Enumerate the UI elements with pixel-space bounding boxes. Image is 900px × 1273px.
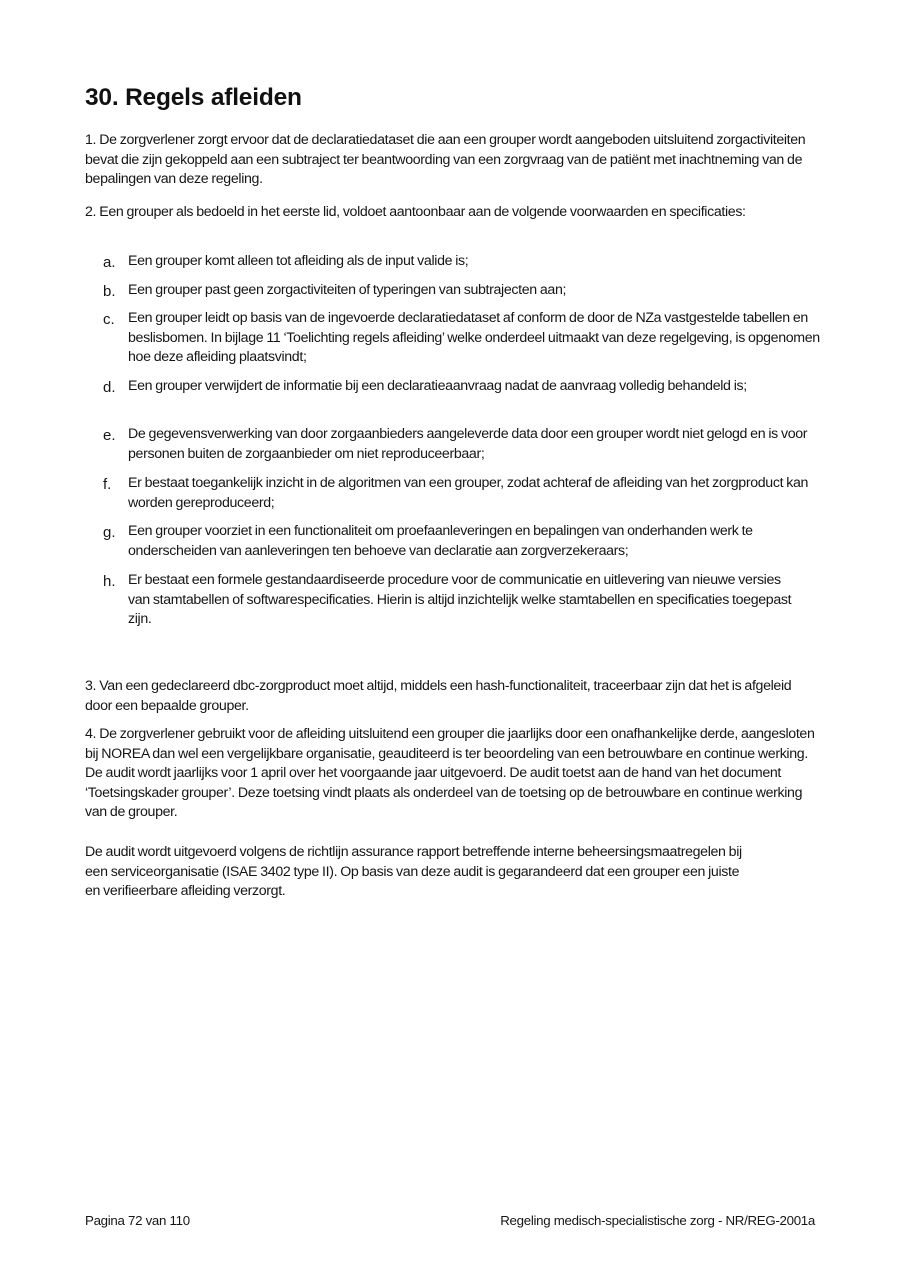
list-marker: d. [103, 379, 116, 396]
list-item-text: Een grouper leidt op basis van de ingevoerde declaratiedataset af conform de door de NZa vastgestelde tabellen en beslisbomen. In bijlage 11 ‘Toelichting regels afleiding’ welke onderdeel uitmaakt van deze regelgeving, is opgenomen hoe deze afleiding plaatsvindt; [128, 310, 820, 365]
list-item-text: Er bestaat toegankelijk inzicht in de algoritmen van een grouper, zodat achteraf de afleiding van het zorgproduct kan worden gereproduceerd; [128, 475, 809, 511]
list-item-text: Een grouper verwijdert de informatie bij een declaratieaanvraag nadat de aanvraag volledig behandeld is; [128, 378, 747, 394]
list-marker: f. [103, 476, 112, 493]
section-heading: 30. Regels afleiden [85, 84, 302, 111]
list-item-f [103, 474, 833, 513]
page-number: Pagina 72 van 110 [85, 1213, 190, 1228]
list-marker: b. [103, 283, 116, 300]
list-item-text: De gegevensverwerking van door zorgaanbieders aangeleverde data door een grouper wordt niet gelogd en is voor personen buiten de zorgaanbieder om niet reproduceerbaar; [128, 426, 808, 462]
list-item-g [103, 522, 833, 561]
list-marker: g. [103, 524, 116, 541]
paragraph-3: 3. Van een gedeclareerd dbc-zorgproduct moet altijd, middels een hash-functionaliteit, traceerbaar zijn dat het is afgeleid door een bepaalde grouper. [85, 678, 792, 714]
list-item-text: Een grouper komt alleen tot afleiding als de input valide is; [128, 253, 469, 269]
list-item-b [103, 281, 823, 301]
paragraph-1: 1. De zorgverlener zorgt ervoor dat de declaratiedataset die aan een grouper wordt aangeboden uitsluitend zorgactiviteiten bevat die zijn gekoppeld aan een subtraject ter beantwoording van een zorgvraag van de patiënt met inachtneming van de bepalingen van deze regeling. [85, 132, 806, 187]
list-marker: a. [103, 254, 116, 271]
list-item-d [103, 377, 793, 397]
list-item-text: Er bestaat een formele gestandaardiseerde procedure voor de communicatie en uitlevering van nieuwe versies van stamtabellen of softwarespecificaties. Hierin is altijd inzichtelijk welke stamtabellen en specificaties toegepast zijn. [128, 572, 792, 627]
list-item-text: Een grouper past geen zorgactiviteiten of typeringen van subtrajecten aan; [128, 282, 567, 298]
list-marker: c. [103, 311, 115, 328]
paragraph-2: 2. Een grouper als bedoeld in het eerste lid, voldoet aantoonbaar aan de volgende voorwaarden en specificaties: [85, 204, 746, 220]
list-marker: e. [103, 427, 116, 444]
list-item-h [103, 571, 798, 630]
list-item-text: Een grouper voorziet in een functionaliteit om proefaanleveringen en bepalingen van onderhanden werk te onderscheiden van aanleveringen ten behoeve van declaratie aan zorgverzekeraars; [128, 523, 753, 559]
paragraph-5: De audit wordt uitgevoerd volgens de richtlijn assurance rapport betreffende interne beheersingsmaatregelen bij een serviceorganisatie (ISAE 3402 type II). Op basis van deze audit is gegarandeerd dat een grouper een juiste en verifieerbare afleiding verzorgt. [85, 844, 742, 899]
list-marker: h. [103, 573, 116, 590]
list-item-a [103, 252, 823, 272]
list-item-e [103, 425, 823, 464]
document-title: Regeling medisch-specialistische zorg - NR/REG-2001a [500, 1213, 815, 1228]
list-item-c [103, 309, 823, 368]
paragraph-4: 4. De zorgverlener gebruikt voor de afleiding uitsluitend een grouper die jaarlijks door een onafhankelijke derde, aangesloten bij NOREA dan wel een vergelijkbare organisatie, geauditeerd is ter beoordeling van een betrouwbare en continue werking. De audit wordt jaarlijks voor 1 april over het voorgaande jaar uitgevoerd. De audit toetst aan de hand van het document ‘Toetsingskader grouper’. Deze toetsing vindt plaats als onderdeel van de toetsing op de betrouwbare en continue werking van de grouper. [85, 726, 815, 820]
